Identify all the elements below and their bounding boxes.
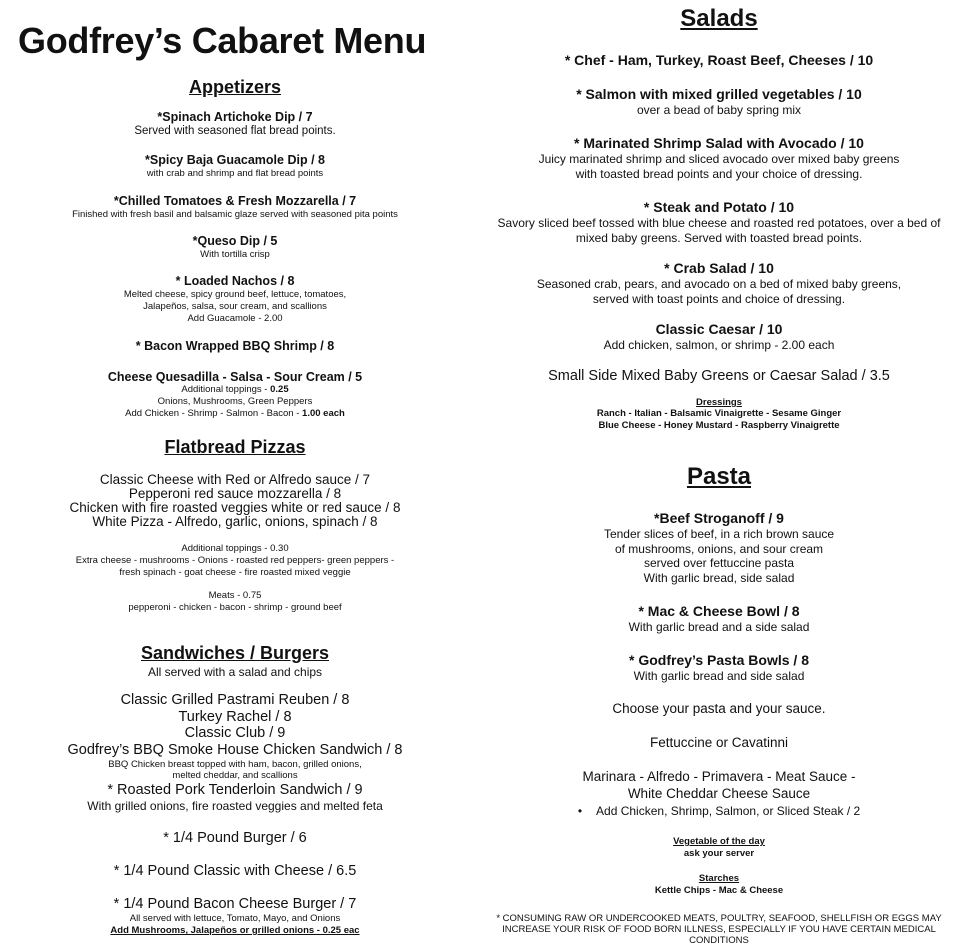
appetizer-desc: Jalapeños, salsa, sour cream, and scallions [143, 301, 327, 312]
sandwich-item: Turkey Rachel / 8 [178, 709, 292, 725]
sandwich-desc: BBQ Chicken breast topped with ham, bacon, grilled onions, [108, 759, 362, 770]
burger-item: * 1/4 Pound Burger / 6 [163, 830, 307, 846]
appetizer-desc: Finished with fresh basil and balsamic glaze served with seasoned pita points [72, 209, 398, 220]
salad-desc: over a bead of baby spring mix [636, 103, 802, 117]
appetizer-name: *Spicy Baja Guacamole Dip / 8 [145, 153, 325, 167]
appetizer-desc: With tortilla crisp [200, 249, 270, 260]
dressings-label: Dressings [696, 397, 742, 408]
appetizer-name: *Queso Dip / 5 [192, 234, 278, 248]
pasta-sauces: White Cheddar Cheese Sauce [627, 786, 811, 801]
pasta-heading: Pasta [686, 463, 752, 490]
dressings-list: Blue Cheese - Honey Mustard - Raspberry Vinaigrette [598, 420, 840, 431]
flatbread-item: Chicken with fire roasted veggies white or red sauce / 8 [69, 500, 401, 515]
burger-note: All served with lettuce, Tomato, Mayo, and Onions [129, 913, 341, 924]
pasta-desc: With garlic bread, side salad [643, 571, 795, 585]
pasta-choose: Choose your pasta and your sauce. [612, 701, 826, 716]
starches-label: Starches [698, 873, 740, 884]
menu-title: Godfrey’s Cabaret Menu [18, 20, 427, 61]
sandwich-item: Classic Club / 9 [184, 725, 286, 741]
pasta-types: Fettuccine or Cavatinni [649, 735, 789, 750]
salad-side: Small Side Mixed Baby Greens or Caesar Salad / 3.5 [548, 368, 890, 384]
burger-item: * 1/4 Pound Classic with Cheese / 6.5 [113, 863, 357, 879]
appetizer-desc: Served with seasoned flat bread points. [134, 125, 336, 137]
pasta-name: *Beef Stroganoff / 9 [654, 510, 784, 526]
flatbread-item: White Pizza - Alfredo, garlic, onions, spinach / 8 [92, 514, 378, 529]
flatbread-toppings-label: Additional toppings - 0.30 [181, 543, 289, 554]
sandwiches-subheading: All served with a salad and chips [147, 665, 323, 679]
salad-name: * Crab Salad / 10 [664, 260, 774, 276]
flatbread-meats-label: Meats - 0.75 [208, 590, 262, 601]
pasta-desc: of mushrooms, onions, and sour cream [614, 542, 824, 556]
appetizers-heading: Appetizers [188, 77, 282, 97]
salad-name: * Chef - Ham, Turkey, Roast Beef, Cheeses / 10 [564, 52, 874, 68]
salad-desc: Add chicken, salmon, or shrimp - 2.00 each [603, 338, 835, 352]
salad-desc: Savory sliced beef tossed with blue cheese and roasted red potatoes, over a bed of [497, 216, 941, 230]
salad-name: Classic Caesar / 10 [655, 321, 783, 337]
salad-name: * Salmon with mixed grilled vegetables / 10 [576, 86, 862, 102]
burger-item: * 1/4 Pound Bacon Cheese Burger / 7 [113, 896, 357, 912]
appetizer-desc: with crab and shrimp and flat bread points [146, 168, 324, 179]
flatbread-item: Pepperoni red sauce mozzarella / 8 [128, 486, 342, 501]
pasta-desc: With garlic bread and a side salad [628, 620, 810, 634]
burger-add: Add Mushrooms, Jalapeños or grilled onions - 0.25 eac [110, 925, 360, 936]
salad-name: * Steak and Potato / 10 [643, 199, 795, 215]
sandwich-desc: melted cheddar, and scallions [172, 770, 298, 781]
pasta-add: • Add Chicken, Shrimp, Salmon, or Sliced Steak / 2 [478, 804, 960, 818]
vegetable-label: Vegetable of the day [673, 836, 765, 847]
appetizer-name: * Bacon Wrapped BBQ Shrimp / 8 [135, 339, 335, 353]
pasta-name: * Godfrey’s Pasta Bowls / 8 [629, 652, 809, 668]
salads-heading: Salads [680, 5, 758, 32]
pasta-name: * Mac & Cheese Bowl / 8 [638, 603, 800, 619]
salad-desc: mixed baby greens. Served with toasted bread points. [575, 231, 863, 245]
appetizer-desc: Onions, Mushrooms, Green Peppers [157, 396, 313, 407]
pasta-sauces: Marinara - Alfredo - Primavera - Meat Sauce - [582, 769, 856, 784]
pasta-desc: With garlic bread and side salad [633, 669, 805, 683]
appetizer-name: Cheese Quesadilla - Salsa - Sour Cream / 5 [107, 370, 363, 384]
vegetable-value: ask your server [683, 848, 755, 859]
starches-value: Kettle Chips - Mac & Cheese [654, 885, 784, 896]
flatbread-heading: Flatbread Pizzas [164, 437, 306, 457]
flatbread-item: Classic Cheese with Red or Alfredo sauce / 7 [99, 472, 371, 487]
appetizer-name: *Chilled Tomatoes & Fresh Mozzarella / 7 [113, 194, 357, 208]
sandwich-desc: With grilled onions, fire roasted veggies and melted feta [87, 799, 383, 813]
quesadilla-toppings: Additional toppings - 0.25 [181, 384, 289, 395]
salad-name: * Marinated Shrimp Salad with Avocado / 10 [574, 135, 864, 151]
sandwich-item: Godfrey’s BBQ Smoke House Chicken Sandwich / 8 [67, 742, 403, 758]
pasta-desc: Tender slices of beef, in a rich brown sauce [603, 527, 835, 541]
appetizer-name: * Loaded Nachos / 8 [175, 274, 295, 288]
appetizer-name: *Spinach Artichoke Dip / 7 [157, 110, 313, 124]
flatbread-meats: pepperoni - chicken - bacon - shrimp - ground beef [128, 602, 342, 613]
sandwiches-heading: Sandwiches / Burgers [140, 643, 330, 663]
sandwich-item: * Roasted Pork Tenderloin Sandwich / 9 [107, 782, 363, 798]
flatbread-toppings: Extra cheese - mushrooms - Onions - roasted red peppers- green peppers - [75, 555, 395, 566]
pasta-desc: served over fettuccine pasta [643, 556, 795, 570]
disclaimer: * CONSUMING RAW OR UNDERCOOKED MEATS, POULTRY, SEAFOOD, SHELLFISH OR EGGS MAY [496, 913, 942, 924]
salad-desc: with toasted bread points and your choice of dressing. [575, 167, 863, 181]
salad-desc: Juicy marinated shrimp and sliced avocado over mixed baby greens [538, 152, 900, 166]
disclaimer: CONDITIONS [689, 935, 749, 945]
flatbread-toppings: fresh spinach - goat cheese - fire roasted mixed veggie [119, 567, 351, 578]
quesadilla-add: Add Chicken - Shrimp - Salmon - Bacon - 1.00 each [125, 408, 345, 419]
appetizer-desc: Add Guacamole - 2.00 [187, 313, 283, 324]
appetizer-desc: Melted cheese, spicy ground beef, lettuce, tomatoes, [123, 289, 347, 300]
disclaimer: INCREASE YOUR RISK OF FOOD BORN ILLNESS, ESPECIALLY IF YOU HAVE CERTAIN MEDICAL [502, 924, 936, 935]
salad-desc: served with toast points and choice of dressing. [592, 292, 846, 306]
salad-desc: Seasoned crab, pears, and avocado on a bed of mixed baby greens, [536, 277, 902, 291]
dressings-list: Ranch - Italian - Balsamic Vinaigrette - Sesame Ginger [596, 408, 842, 419]
sandwich-item: Classic Grilled Pastrami Reuben / 8 [120, 692, 350, 708]
